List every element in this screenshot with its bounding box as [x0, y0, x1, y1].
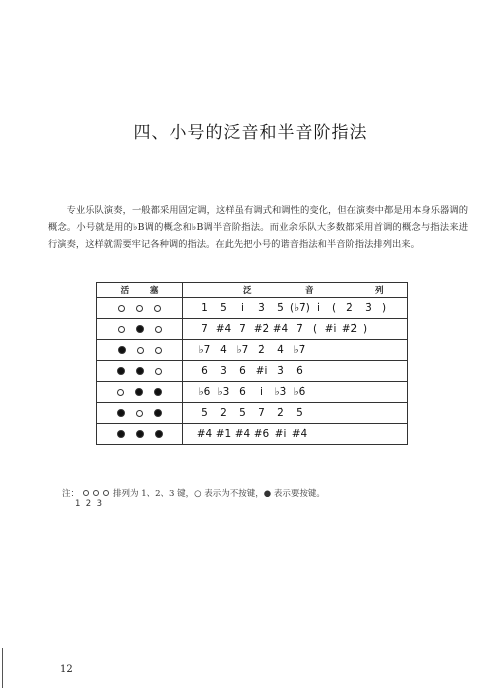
footnote-valve-numbers: 1 2 3: [75, 499, 103, 509]
harmonic-note: ♭7̇: [293, 344, 306, 356]
harmonic-note: 1: [201, 302, 208, 314]
harmonic-cell: [183, 403, 408, 424]
pressed-valve-icon: [155, 430, 163, 438]
harmonic-note: #4: [196, 428, 213, 440]
harmonic-note: 5: [239, 407, 246, 419]
harmonic-note: ♭6̇: [293, 386, 306, 398]
harmonic-note: ♭6: [198, 386, 211, 398]
harmonic-note: #i: [255, 365, 268, 377]
harmonic-note: 2̇: [346, 302, 353, 314]
harmonic-notes: [183, 319, 407, 339]
scan-edge-line: [2, 648, 3, 688]
valve-cell: [97, 340, 183, 361]
valve-group: [97, 409, 182, 417]
harmonic-note: 2: [220, 407, 227, 419]
header-harmonic: [183, 283, 408, 298]
header-valve-char-1: 活: [120, 286, 130, 296]
pressed-valve-icon: [117, 409, 125, 417]
harmonic-note: 7: [201, 323, 208, 335]
table-row: [97, 382, 408, 403]
open-valve-icon: [136, 410, 143, 417]
pressed-valve-icon: [154, 409, 162, 417]
harmonic-note: 6: [239, 386, 246, 398]
table-row: [97, 361, 408, 382]
header-harmonic-char-2: 音: [305, 286, 314, 296]
harmonic-note: #2̇: [341, 323, 358, 335]
open-valve-icon: [154, 305, 161, 312]
harmonic-note: 5̇: [277, 302, 284, 314]
harmonic-note: ♭3: [217, 386, 230, 398]
harmonic-note: 5: [220, 302, 227, 314]
pressed-valve-icon: [136, 430, 144, 438]
pressed-valve-icon: [136, 325, 144, 333]
valve-cell: [97, 298, 183, 319]
header-valve-char-2: 塞: [149, 286, 159, 296]
open-valve-icon: [118, 326, 125, 333]
harmonic-cell: [183, 424, 408, 445]
valve-cell: [97, 403, 183, 424]
harmonic-notes: [183, 424, 407, 444]
harmonic-note: 5: [201, 407, 208, 419]
harmonic-cell: [183, 319, 408, 340]
intro-paragraph-text: 专业乐队演奏，一般都采用固定调，这样虽有调式和调性的变化，但在演奏中都是用本身乐器调的概念。小号就是用的♭B调的概念和♭B调半音阶指法。而业余乐队大多数都采用首调的概念与指法来进行演奏，这样就需要牢记各种调的指法。在此先把小号的谐音指法和半音阶指法排列出来。: [48, 205, 468, 250]
harmonic-note: #4̇: [272, 323, 289, 335]
harmonic-notes: [183, 382, 407, 402]
valve-group: [97, 388, 182, 396]
harmonic-note: #2̇: [253, 323, 270, 335]
harmonic-note: 3̇: [277, 365, 284, 377]
page-number: 12: [60, 664, 73, 675]
harmonic-notes: [183, 361, 407, 381]
harmonic-note: 3: [220, 365, 227, 377]
harmonic-notes: [183, 403, 407, 423]
harmonic-cell: [183, 382, 408, 403]
table-body: [97, 298, 408, 445]
harmonic-note: ): [362, 323, 368, 335]
header-valve: [97, 283, 183, 298]
harmonic-note: 7̇: [296, 323, 303, 335]
footnote: [62, 487, 325, 499]
harmonic-note: i: [241, 302, 244, 314]
intro-paragraph: [48, 202, 468, 253]
harmonic-note: 6: [201, 365, 208, 377]
open-valve-icon: [103, 490, 109, 496]
harmonic-cell: [183, 298, 408, 319]
harmonic-note: 5̇: [296, 407, 303, 419]
open-valve-icon: [93, 490, 99, 496]
harmonic-note: 3̇: [365, 302, 372, 314]
open-valve-icon: [155, 326, 162, 333]
harmonic-note: 4: [220, 344, 227, 356]
open-valve-icon: [118, 305, 125, 312]
harmonic-note: #4: [234, 428, 251, 440]
harmonic-note: #i: [274, 428, 287, 440]
harmonic-note: 2̇: [277, 407, 284, 419]
harmonic-note: i: [260, 386, 263, 398]
harmonic-note: 3̇: [258, 302, 265, 314]
table-row: [97, 340, 408, 361]
footnote-prefix: 注：: [62, 489, 80, 499]
header-harmonic-char-3: 列: [375, 286, 384, 296]
harmonic-note: #i̇: [324, 323, 337, 335]
harmonic-cell: [183, 340, 408, 361]
harmonic-note: ♭3̇: [274, 386, 287, 398]
pressed-valve-icon: [135, 388, 143, 396]
harmonic-note: (: [331, 302, 337, 314]
harmonic-note: 4̇: [277, 344, 284, 356]
open-valve-icon: [155, 347, 162, 354]
harmonic-notes: [183, 298, 407, 318]
header-harmonic-char-1: 泛: [243, 286, 252, 296]
open-valve-icon: [83, 490, 89, 496]
harmonic-note: (♭7̇): [290, 302, 310, 314]
valve-cell: [97, 361, 183, 382]
pressed-valve-icon: [136, 367, 144, 375]
fingering-table: [96, 282, 408, 445]
harmonic-note: #6: [253, 428, 270, 440]
harmonic-note: 6̇: [296, 365, 303, 377]
table-row: [97, 298, 408, 319]
page-title: 四、小号的泛音和半音阶指法: [133, 123, 368, 143]
harmonic-note: 7: [239, 323, 246, 335]
open-valve-icon: [155, 368, 162, 375]
harmonic-note: #4̇: [291, 428, 308, 440]
harmonic-note: #1: [215, 428, 232, 440]
valve-cell: [97, 319, 183, 340]
valve-cell: [97, 382, 183, 403]
valve-group: [97, 346, 182, 354]
pressed-valve-icon: [118, 346, 126, 354]
harmonic-note: 2̇: [258, 344, 265, 356]
valve-group: [97, 325, 182, 333]
valve-group: [97, 305, 182, 312]
valve-group: [97, 430, 182, 438]
open-valve-icon: [136, 305, 143, 312]
harmonic-note: i̇: [317, 302, 320, 314]
harmonic-note: ♭7: [198, 344, 211, 356]
harmonic-cell: [183, 361, 408, 382]
valve-group: [97, 367, 182, 375]
footnote-text: 排列为 1、2、3 键，○ 表示为不按键，● 表示要按键。: [113, 489, 325, 499]
table-row: [97, 424, 408, 445]
open-valve-icon: [137, 347, 144, 354]
table-row: [97, 403, 408, 424]
pressed-valve-icon: [117, 367, 125, 375]
table-header-row: [97, 283, 408, 298]
valve-cell: [97, 424, 183, 445]
pressed-valve-icon: [154, 388, 162, 396]
open-valve-icon: [117, 389, 124, 396]
harmonic-notes: [183, 340, 407, 360]
harmonic-note: ♭7: [236, 344, 249, 356]
harmonic-note: (: [312, 323, 318, 335]
harmonic-note: ): [381, 302, 387, 314]
harmonic-note: #4: [215, 323, 232, 335]
harmonic-note: 6: [239, 365, 246, 377]
pressed-valve-icon: [117, 430, 125, 438]
table-row: [97, 319, 408, 340]
harmonic-note: 7: [258, 407, 265, 419]
